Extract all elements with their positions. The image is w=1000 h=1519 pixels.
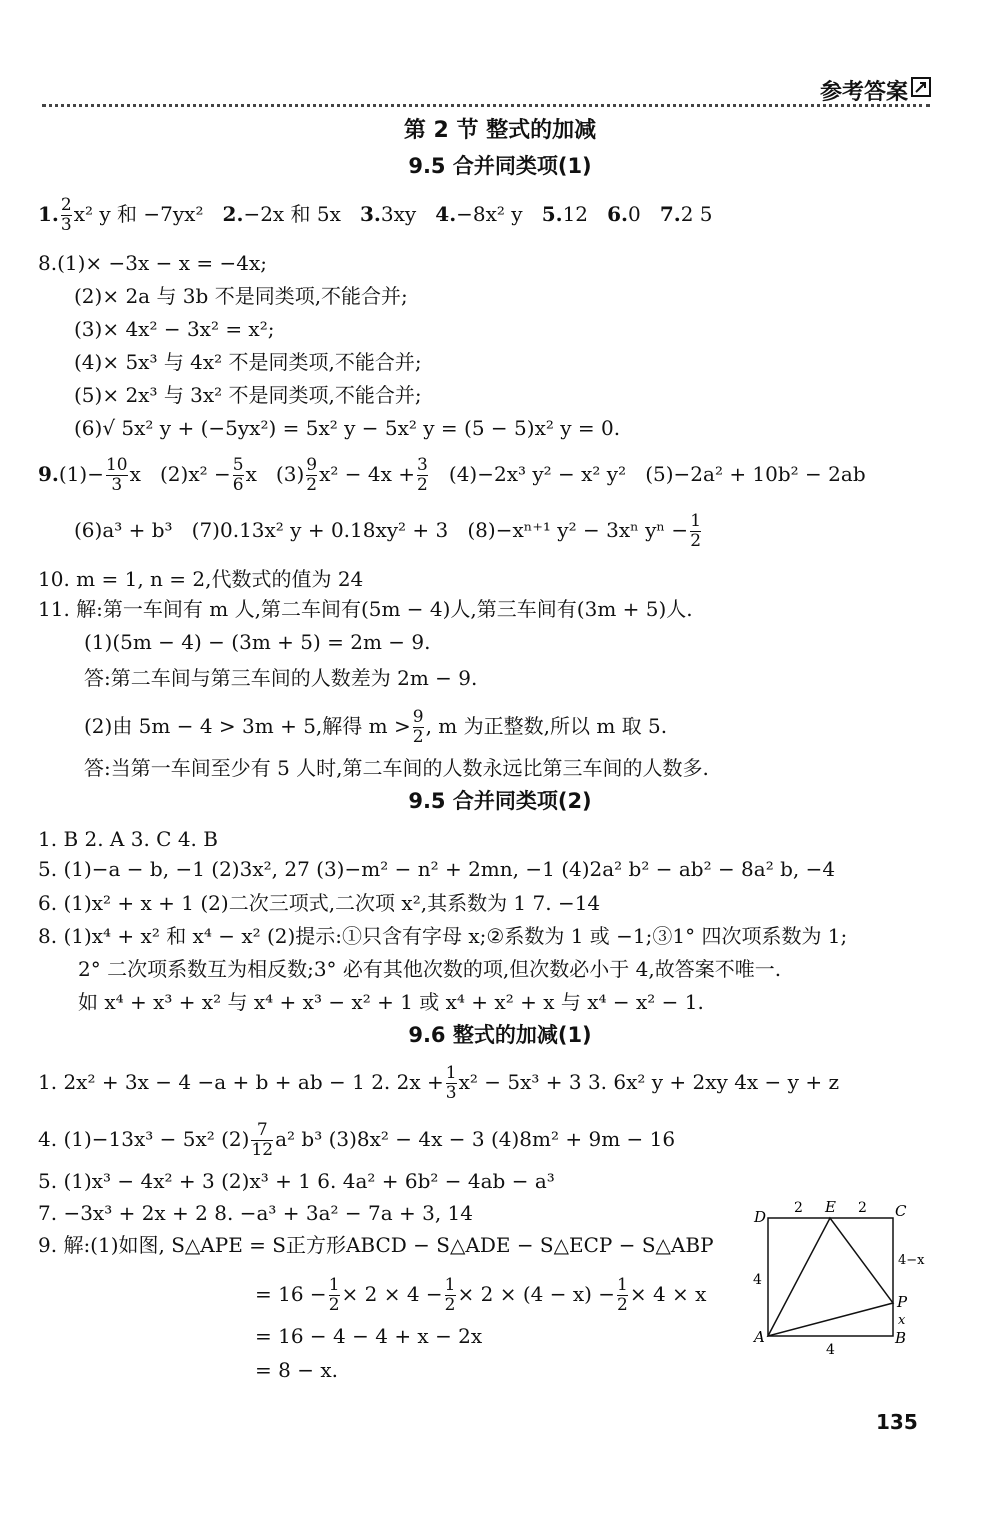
subsection-title-3: 9.6 整式的加减(1) (408, 1023, 592, 1047)
q8-line-6: (6)√ 5x² y + (−5yx²) = 5x² y − 5x² y = (5 − 5)x² y = 0. (74, 416, 621, 440)
s2-line-3: 6. (1)x² + x + 1 (2)二次三项式,二次项 x²,其系数为 1 7. −14 (38, 891, 601, 915)
page-number: 135 (876, 1410, 918, 1434)
arrow-icon (910, 76, 932, 98)
q11-line-5: 答:当第一车间至少有 5 人时,第二车间的人数永远比第三车间的人数多. (84, 756, 709, 780)
label-d: D (754, 1208, 767, 1226)
label-right-bottom: x (898, 1313, 906, 1328)
s2-line-1: 1. B 2. A 3. C 4. B (38, 827, 218, 851)
q8-line-1: 8.(1)× −3x − x = −4x; (38, 251, 268, 275)
q10: 10. m = 1, n = 2,代数式的值为 24 (38, 567, 364, 591)
q8-line-4: (4)× 5x³ 与 4x² 不是同类项,不能合并; (74, 350, 422, 374)
label-top-right: 2 (858, 1200, 867, 1216)
triangle-ape (768, 1218, 893, 1336)
s3-line-7: = 16 − 4 − 4 + x − 2x (255, 1324, 483, 1348)
header-label: 参考答案 (819, 80, 908, 105)
label-c: C (895, 1202, 907, 1220)
q9-line-2: (6)a³ + b³ (7)0.13x² y + 0.18xy² + 3 (8)−xⁿ⁺¹ y² − 3xⁿ yⁿ − $\frac{1}{2}$ (74, 511, 702, 551)
subsection-title-1: 9.5 合并同类项(1) (408, 154, 592, 178)
section-title: 第 2 节 整式的加减 (403, 118, 597, 143)
q11-line-3: 答:第二车间与第三车间的人数差为 2m − 9. (84, 666, 478, 690)
label-p: P (897, 1293, 908, 1311)
q11-line-2: (1)(5m − 4) − (3m + 5) = 2m − 9. (84, 630, 431, 654)
label-left: 4 (753, 1272, 762, 1288)
geometry-figure (740, 1196, 925, 1358)
label-e: E (825, 1198, 836, 1216)
label-bottom: 4 (826, 1342, 835, 1358)
s2-line-2: 5. (1)−a − b, −1 (2)3x², 27 (3)−m² − n² + 2mn, −1 (4)2a² b² − ab² − 8a² b, −4 (38, 857, 836, 881)
s3-line-6: = 16 − $\frac{1}{2}$ × 2 × 4 − $\frac{1}{2}$ × 2 × (4 − x) − $\frac{1}{2}$ × 4 × x (255, 1275, 707, 1315)
label-b: B (895, 1329, 907, 1347)
s2-line-4: 8. (1)x⁴ + x² 和 x⁴ − x² (2)提示:①只含有字母 x;②系数为 1 或 −1;③1° 四次项系数为 1; (38, 924, 848, 948)
header-divider (42, 104, 930, 107)
subsection-title-2: 9.5 合并同类项(2) (408, 789, 592, 813)
label-right-top: 4−x (898, 1253, 925, 1268)
s3-line-5: 9. 解:(1)如图, S△APE = S正方形ABCD − S△ADE − S△ECP − S△ABP (38, 1233, 714, 1257)
q8-line-5: (5)× 2x³ 与 3x² 不是同类项,不能合并; (74, 383, 422, 407)
s3-line-3: 5. (1)x³ − 4x² + 3 (2)x³ + 1 6. 4a² + 6b² − 4ab − a³ (38, 1169, 555, 1193)
q11-line-4: (2)由 5m − 4 > 3m + 5,解得 m > $\frac{9}{2}$ , m 为正整数,所以 m 取 5. (84, 707, 668, 747)
q11-line-1: 11. 解:第一车间有 m 人,第二车间有(5m − 4)人,第三车间有(3m + 5)人. (38, 597, 693, 621)
q8-line-2: (2)× 2a 与 3b 不是同类项,不能合并; (74, 284, 408, 308)
q8-line-3: (3)× 4x² − 3x² = x²; (74, 317, 275, 341)
s3-line-4: 7. −3x³ + 2x + 2 8. −a³ + 3a² − 7a + 3, 14 (38, 1201, 474, 1225)
label-top-left: 2 (794, 1200, 803, 1216)
s2-line-5: 2° 二次项系数互为相反数;3° 必有其他次数的项,但次数必小于 4,故答案不唯一. (78, 957, 782, 981)
s3-line-1: 1. 2x² + 3x − 4 −a + b + ab − 1 2. 2x + $\frac{1}{3}$ x² − 5x³ + 3 3. 6x² y + 2xy 4x − y + z (38, 1063, 839, 1103)
s2-line-6: 如 x⁴ + x³ + x² 与 x⁴ + x³ − x² + 1 或 x⁴ + x² + x 与 x⁴ − x² − 1. (78, 990, 704, 1014)
label-a: A (754, 1328, 765, 1346)
s3-line-8: = 8 − x. (255, 1358, 338, 1382)
s3-line-2: 4. (1)−13x³ − 5x² (2) $\frac{7}{12}$ a² b³ (3)8x² − 4x − 3 (4)8m² + 9m − 16 (38, 1120, 676, 1160)
s1-line-1: 1. $\frac{2}{3}$ x² y 和 −7yx² 2.−2x 和 5x 3.3xy 4.−8x² y 5.12 6.0 7.2 5 (38, 195, 713, 235)
q9-line-1: 9.(1)− $\frac{10}{3}$ x (2)x² − $\frac{5}{6}$ x (3) $\frac{9}{2}$ x² − 4x + $\frac{3}{2}$ (4)−2x³ y² − x² y² (5)−2a² + 10b² − 2ab (38, 455, 866, 495)
